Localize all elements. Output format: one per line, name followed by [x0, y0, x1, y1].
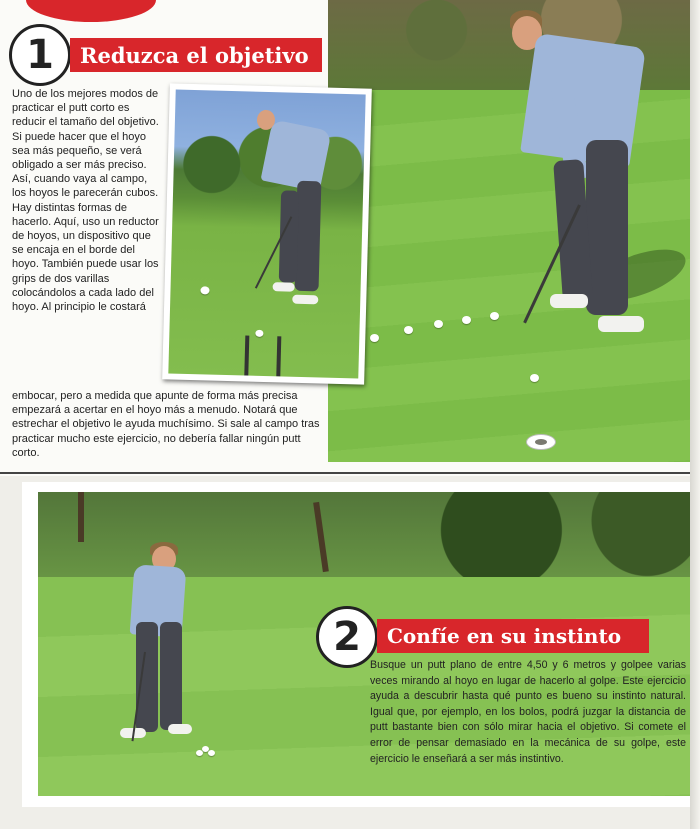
page-footer	[0, 816, 700, 829]
section1-body-wide: embocar, pero a medida que apunte de forma más precisa empezará a acertar en el hoyo más a menudo. Notará que estrechar el objetivo le ayuda muchísimo. Si sale al campo tras practicar mucho este ejercicio, no debería fallar ningún putt corto.	[12, 390, 320, 459]
section1-body-narrow: Uno de los mejores modos de practicar el putt corto es reducir el tamaño del objetivo. Si puede hacer que el hoyo sea más pequeño, se verá obligado a ser más preciso. Así, cuando vaya al campo, los hoyos le parecerán cubos. Hay distintas formas de hacerlo. Aquí, uso un reductor de hoyos, un dispositivo que se encaja en el borde del hoyo. También puede usar los grips de dos varillas colocándolos a cada lado del hoyo. Al principio le costará	[12, 88, 159, 314]
step-number-badge-2: 2	[316, 606, 378, 668]
rod-grips	[244, 335, 281, 376]
step-number-badge: 1	[9, 24, 71, 86]
golfer-figure	[498, 10, 678, 330]
golfer-putting-photo	[328, 0, 690, 462]
inset-photo	[162, 83, 372, 384]
bottom-golfer	[116, 542, 206, 752]
section-title-2: Confíe en su instinto	[377, 619, 649, 653]
section2-body: Busque un putt plano de entre 4,50 y 6 metros y golpee varias veces mirando al hoyo en lugar de hacerlo al golpe. Este ejercicio ayuda a descubrir hasta qué punto es bueno su instinto natural. Igual que, por ejemplo, en los bolos, podrá juzgar la distancia de putt bastante bien con sólo mirar hacia el objetivo. Si comete el error de pensar demasiado en la mecánica de su golpe, este ejercicio le enseñará a ser más instintivo.	[370, 659, 686, 765]
section-divider	[0, 472, 700, 474]
hole-reducer	[526, 434, 556, 450]
page-gutter	[690, 0, 700, 829]
section-title: Reduzca el objetivo	[70, 38, 322, 72]
inset-golfer	[250, 106, 355, 309]
